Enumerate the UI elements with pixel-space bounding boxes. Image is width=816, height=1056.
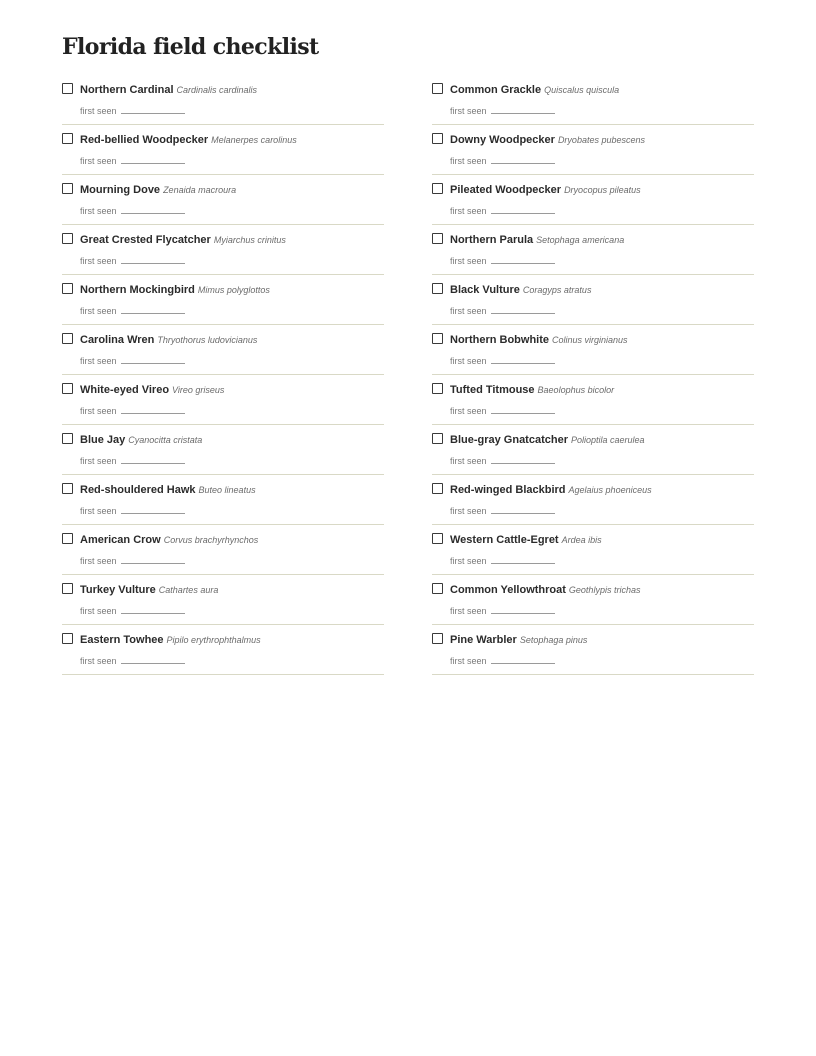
- checklist-item: [62, 375, 384, 425]
- first-seen-row: [80, 453, 185, 468]
- scientific-name: Polioptila caerulea: [570, 435, 645, 445]
- first-seen-blank[interactable]: [491, 255, 555, 264]
- checklist-item: [62, 475, 384, 525]
- first-seen-row: [450, 553, 555, 568]
- first-seen-blank[interactable]: [121, 405, 185, 414]
- species-names: [450, 631, 587, 648]
- common-name: Black Vulture: [450, 284, 520, 296]
- checkbox[interactable]: [432, 233, 443, 244]
- scientific-name: Cathartes aura: [158, 585, 219, 595]
- species-names: [450, 481, 652, 498]
- checklist-column-right: [432, 75, 754, 675]
- checkbox[interactable]: [62, 133, 73, 144]
- common-name: Red-winged Blackbird: [450, 484, 566, 496]
- checkbox[interactable]: [62, 183, 73, 194]
- page-title: Florida field checklist: [62, 34, 319, 60]
- checklist-item: [432, 475, 754, 525]
- first-seen-blank[interactable]: [121, 555, 185, 564]
- species-names: [80, 431, 202, 448]
- common-name: White-eyed Vireo: [80, 384, 170, 396]
- first-seen-label: first seen: [450, 156, 487, 166]
- first-seen-blank[interactable]: [491, 105, 555, 114]
- first-seen-blank[interactable]: [121, 305, 185, 314]
- first-seen-row: [450, 403, 555, 418]
- checklist-item: [432, 375, 754, 425]
- checkbox[interactable]: [432, 583, 443, 594]
- scientific-name: Pipilo erythrophthalmus: [166, 635, 261, 645]
- first-seen-label: first seen: [80, 656, 117, 666]
- checkbox[interactable]: [432, 133, 443, 144]
- first-seen-label: first seen: [80, 156, 117, 166]
- checklist-item: [62, 275, 384, 325]
- first-seen-label: first seen: [80, 406, 117, 416]
- scientific-name: Corvus brachyrhynchos: [163, 535, 259, 545]
- checklist-item: [62, 575, 384, 625]
- scientific-name: Dryocopus pileatus: [564, 185, 641, 195]
- first-seen-label: first seen: [450, 106, 487, 116]
- first-seen-label: first seen: [80, 106, 117, 116]
- first-seen-blank[interactable]: [121, 105, 185, 114]
- species-names: [80, 131, 297, 148]
- first-seen-label: first seen: [80, 456, 117, 466]
- first-seen-row: [450, 203, 555, 218]
- species-names: [80, 581, 218, 598]
- species-names: [450, 581, 640, 598]
- checklist-item: [432, 175, 754, 225]
- first-seen-row: [450, 603, 555, 618]
- common-name: Northern Bobwhite: [450, 334, 549, 346]
- checkbox[interactable]: [62, 533, 73, 544]
- first-seen-label: first seen: [450, 206, 487, 216]
- common-name: Northern Cardinal: [80, 84, 174, 96]
- first-seen-row: [80, 253, 185, 268]
- checkbox[interactable]: [432, 433, 443, 444]
- common-name: Western Cattle-Egret: [450, 534, 559, 546]
- first-seen-blank[interactable]: [491, 555, 555, 564]
- first-seen-blank[interactable]: [121, 455, 185, 464]
- common-name: Northern Mockingbird: [80, 284, 195, 296]
- common-name: Mourning Dove: [80, 184, 161, 196]
- first-seen-blank[interactable]: [121, 655, 185, 664]
- checkbox[interactable]: [62, 233, 73, 244]
- checklist-item: [432, 425, 754, 475]
- species-names: [80, 531, 258, 548]
- common-name: Pine Warbler: [450, 634, 517, 646]
- common-name: Northern Parula: [450, 234, 534, 246]
- first-seen-row: [450, 153, 555, 168]
- scientific-name: Buteo lineatus: [198, 485, 256, 495]
- first-seen-blank[interactable]: [491, 405, 555, 414]
- first-seen-blank[interactable]: [491, 455, 555, 464]
- checklist-column-left: [62, 75, 384, 675]
- scientific-name: Colinus virginianus: [552, 335, 628, 345]
- first-seen-row: [450, 653, 555, 668]
- species-names: [450, 131, 645, 148]
- first-seen-row: [80, 553, 185, 568]
- common-name: Common Grackle: [450, 84, 542, 96]
- checklist-item: [62, 125, 384, 175]
- checkbox[interactable]: [432, 533, 443, 544]
- species-names: [450, 181, 641, 198]
- first-seen-row: [450, 453, 555, 468]
- first-seen-blank[interactable]: [491, 505, 555, 514]
- first-seen-row: [80, 153, 185, 168]
- scientific-name: Cyanocitta cristata: [128, 435, 203, 445]
- scientific-name: Baeolophus bicolor: [537, 385, 615, 395]
- first-seen-row: [80, 353, 185, 368]
- checklist-page: [62, 31, 754, 666]
- first-seen-blank[interactable]: [491, 305, 555, 314]
- first-seen-row: [450, 503, 555, 518]
- checklist-item: [62, 625, 384, 675]
- checklist-item: [62, 325, 384, 375]
- first-seen-blank[interactable]: [491, 655, 555, 664]
- first-seen-label: first seen: [80, 356, 117, 366]
- first-seen-label: first seen: [80, 206, 117, 216]
- checkbox[interactable]: [62, 333, 73, 344]
- species-names: [80, 381, 224, 398]
- species-names: [80, 81, 257, 98]
- first-seen-label: first seen: [450, 406, 487, 416]
- common-name: Great Crested Flycatcher: [80, 234, 211, 246]
- checkbox[interactable]: [432, 83, 443, 94]
- checklist-item: [62, 225, 384, 275]
- first-seen-row: [450, 253, 555, 268]
- common-name: Red-bellied Woodpecker: [80, 134, 209, 146]
- scientific-name: Ardea ibis: [561, 535, 602, 545]
- species-names: [80, 281, 270, 298]
- common-name: Carolina Wren: [80, 334, 155, 346]
- scientific-name: Zenaida macroura: [163, 185, 237, 195]
- first-seen-row: [80, 403, 185, 418]
- scientific-name: Setophaga americana: [536, 235, 625, 245]
- checklist-item: [432, 125, 754, 175]
- first-seen-label: first seen: [450, 456, 487, 466]
- species-names: [80, 631, 261, 648]
- checklist-item: [432, 625, 754, 675]
- common-name: Pileated Woodpecker: [450, 184, 562, 196]
- checkbox[interactable]: [62, 433, 73, 444]
- first-seen-row: [80, 653, 185, 668]
- species-names: [450, 431, 645, 448]
- first-seen-row: [80, 603, 185, 618]
- common-name: Blue Jay: [80, 434, 126, 446]
- first-seen-row: [450, 303, 555, 318]
- species-names: [450, 81, 619, 98]
- checkbox[interactable]: [432, 283, 443, 294]
- common-name: Blue-gray Gnatcatcher: [450, 434, 568, 446]
- checklist-item: [432, 275, 754, 325]
- checkbox[interactable]: [62, 483, 73, 494]
- first-seen-label: first seen: [450, 256, 487, 266]
- first-seen-blank[interactable]: [491, 155, 555, 164]
- checklist-item: [432, 525, 754, 575]
- scientific-name: Myiarchus crinitus: [213, 235, 286, 245]
- checklist-item: [62, 425, 384, 475]
- first-seen-label: first seen: [80, 556, 117, 566]
- first-seen-label: first seen: [450, 606, 487, 616]
- checklist-item: [432, 75, 754, 125]
- first-seen-blank[interactable]: [121, 205, 185, 214]
- checkbox[interactable]: [432, 333, 443, 344]
- scientific-name: Setophaga pinus: [519, 635, 588, 645]
- first-seen-row: [80, 503, 185, 518]
- common-name: Turkey Vulture: [80, 584, 156, 596]
- checklist-item: [62, 175, 384, 225]
- checkbox[interactable]: [432, 383, 443, 394]
- species-names: [80, 481, 256, 498]
- checkbox[interactable]: [62, 83, 73, 94]
- species-names: [80, 331, 257, 348]
- first-seen-blank[interactable]: [491, 355, 555, 364]
- first-seen-label: first seen: [450, 356, 487, 366]
- species-names: [450, 331, 628, 348]
- checkbox[interactable]: [432, 483, 443, 494]
- scientific-name: Cardinalis cardinalis: [176, 85, 258, 95]
- species-names: [450, 381, 614, 398]
- first-seen-label: first seen: [80, 506, 117, 516]
- first-seen-blank[interactable]: [121, 505, 185, 514]
- checkbox[interactable]: [432, 633, 443, 644]
- checkbox[interactable]: [62, 283, 73, 294]
- first-seen-blank[interactable]: [121, 155, 185, 164]
- scientific-name: Agelaius phoeniceus: [568, 485, 652, 495]
- first-seen-label: first seen: [80, 256, 117, 266]
- scientific-name: Melanerpes carolinus: [211, 135, 297, 145]
- scientific-name: Geothlypis trichas: [568, 585, 641, 595]
- first-seen-row: [80, 303, 185, 318]
- species-names: [80, 181, 236, 198]
- scientific-name: Quiscalus quiscula: [544, 85, 620, 95]
- checkbox[interactable]: [62, 383, 73, 394]
- first-seen-label: first seen: [450, 306, 487, 316]
- scientific-name: Coragyps atratus: [522, 285, 592, 295]
- checklist-item: [62, 75, 384, 125]
- first-seen-label: first seen: [450, 656, 487, 666]
- first-seen-blank[interactable]: [491, 205, 555, 214]
- species-names: [80, 231, 286, 248]
- scientific-name: Vireo griseus: [172, 385, 225, 395]
- scientific-name: Mimus polyglottos: [197, 285, 270, 295]
- first-seen-blank[interactable]: [121, 605, 185, 614]
- first-seen-blank[interactable]: [491, 605, 555, 614]
- first-seen-label: first seen: [80, 306, 117, 316]
- checkbox[interactable]: [62, 583, 73, 594]
- first-seen-blank[interactable]: [121, 355, 185, 364]
- first-seen-row: [80, 203, 185, 218]
- first-seen-row: [450, 353, 555, 368]
- first-seen-label: first seen: [80, 606, 117, 616]
- first-seen-label: first seen: [450, 506, 487, 516]
- checklist-item: [432, 575, 754, 625]
- first-seen-blank[interactable]: [121, 255, 185, 264]
- common-name: Eastern Towhee: [80, 634, 164, 646]
- species-names: [450, 231, 624, 248]
- checklist-item: [432, 325, 754, 375]
- species-names: [450, 531, 602, 548]
- species-names: [450, 281, 591, 298]
- scientific-name: Dryobates pubescens: [557, 135, 645, 145]
- first-seen-row: [80, 103, 185, 118]
- checkbox[interactable]: [62, 633, 73, 644]
- common-name: Tufted Titmouse: [450, 384, 535, 396]
- checkbox[interactable]: [432, 183, 443, 194]
- common-name: Common Yellowthroat: [450, 584, 566, 596]
- scientific-name: Thryothorus ludovicianus: [157, 335, 258, 345]
- checklist-item: [62, 525, 384, 575]
- common-name: Red-shouldered Hawk: [80, 484, 196, 496]
- first-seen-row: [450, 103, 555, 118]
- common-name: American Crow: [80, 534, 161, 546]
- checklist-item: [432, 225, 754, 275]
- common-name: Downy Woodpecker: [450, 134, 555, 146]
- first-seen-label: first seen: [450, 556, 487, 566]
